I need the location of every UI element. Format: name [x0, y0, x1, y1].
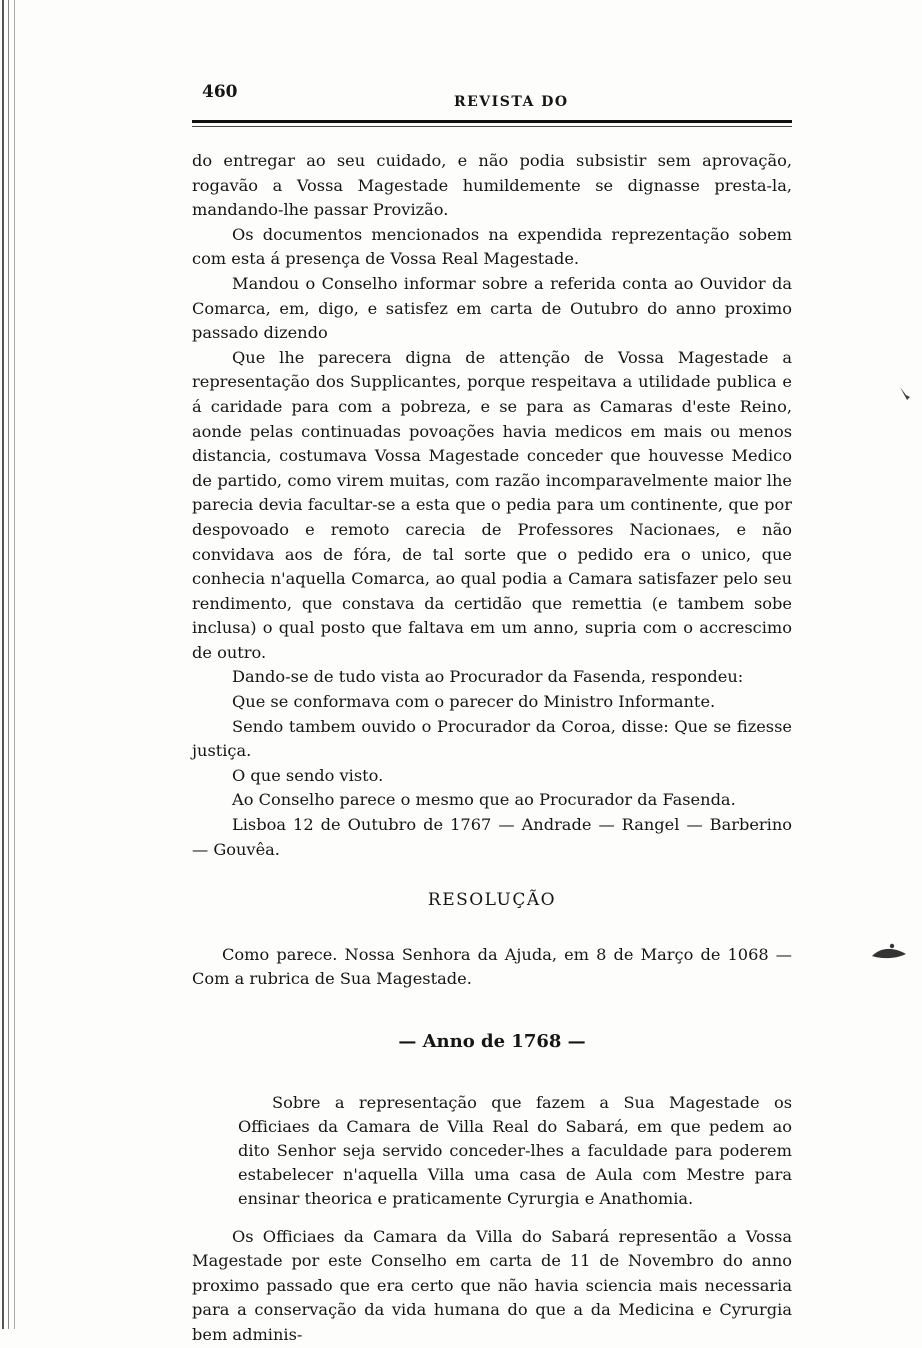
- resolution-text: Como parece. Nossa Senhora da Ajuda, em 8 de Março de 1068 — Com a rubrica de Sua Magestade.: [192, 944, 792, 989]
- page-number: 460: [202, 82, 238, 102]
- paragraph: Ao Conselho parece o mesmo que ao Procurador da Fasenda.: [232, 790, 736, 810]
- year-heading: — Anno de 1768 —: [398, 1031, 586, 1052]
- binding-edge-line: [14, 0, 15, 1329]
- paragraph: Que se conformava com o parecer do Ministro Informante.: [232, 692, 716, 712]
- document-summary: Sobre a representação que fazem a Sua Magestade os Officiaes da Camara de Villa Real do Sabará, em que pedem ao dito Senhor seja servido conceder-lhes a faculdade para poderem estabelecer n'aquella Villa uma casa de Aula com Mestre para ensinar theorica e praticamente Cyrurgia e Anathomia.: [238, 1092, 792, 1208]
- binding-edge-line: [2, 0, 4, 1329]
- paragraph: do entregar ao seu cuidado, e não podia subsistir sem aprovação, rogavão a Vossa Magestade humildemente se dignasse presta-la, mandando-lhe passar Provizão.: [192, 151, 792, 220]
- resolution-heading: RESOLUÇÃO: [427, 890, 557, 911]
- paragraph: Sendo tambem ouvido o Procurador da Coroa, disse: Que se fizesse justiça.: [192, 716, 792, 761]
- page-header: [192, 70, 792, 118]
- paragraph: Que lhe parecera digna de attenção de Vossa Magestade a representação dos Supplicantes, porque respeitava a utilidade publica e á caridade para com a pobreza, e se para as Camaras d'este Reino, aonde pelas continuadas povoações havia medicos em mais ou menos distancia, costumava Vossa Magestade conceder que houvesse Medico de partido, como virem muitas, com razão incomparavelmente maior lhe parecia devia facultar-se a esta que o pedia para um continente, que por despovoado e remoto carecia de Professores Nacionaes, e não convidava aos de fóra, de tal sorte que o pedido era o unico, que conhecia n'aquella Comarca, ao qual podia a Camara satisfazer pelo seu rendimento, que constava da certidão que remettia (e tambem sobe inclusa) o qual posto que faltava em um anno, supria com o accrescimo de outro.: [192, 347, 792, 662]
- document-page: [192, 70, 792, 1348]
- ink-blot-mark: [898, 385, 914, 403]
- paragraph: Dando-se de tudo vista ao Procurador da Fasenda, respondeu:: [232, 667, 744, 687]
- running-head: REVISTA DO: [454, 94, 569, 110]
- header-rule: [192, 120, 792, 127]
- document-body: [192, 149, 792, 1348]
- paragraph: Mandou o Conselho informar sobre a referida conta ao Ouvidor da Comarca, em, digo, e satisfez em carta de Outubro do anno proximo passado dizendo: [192, 273, 792, 343]
- paragraph: Lisboa 12 de Outubro de 1767 — Andrade — Rangel — Barberino — Gouvêa.: [192, 815, 792, 859]
- ink-blot-mark: [870, 940, 910, 964]
- paragraph: O que sendo visto.: [232, 765, 384, 785]
- paragraph: Os documentos mencionados na expendida reprezentação sobem com esta á presença de Vossa Real Magestade.: [192, 224, 792, 269]
- paragraph: Os Officiaes da Camara da Villa do Sabará representão a Vossa Magestade por este Conselho em carta de 11 de Novembro do anno proximo passado que era certo que não havia sciencia mais necessaria para a conservação da vida humana do que a da Medicina e Cyrurgia bem adminis-: [192, 1226, 792, 1344]
- binding-edge-line: [8, 0, 9, 1329]
